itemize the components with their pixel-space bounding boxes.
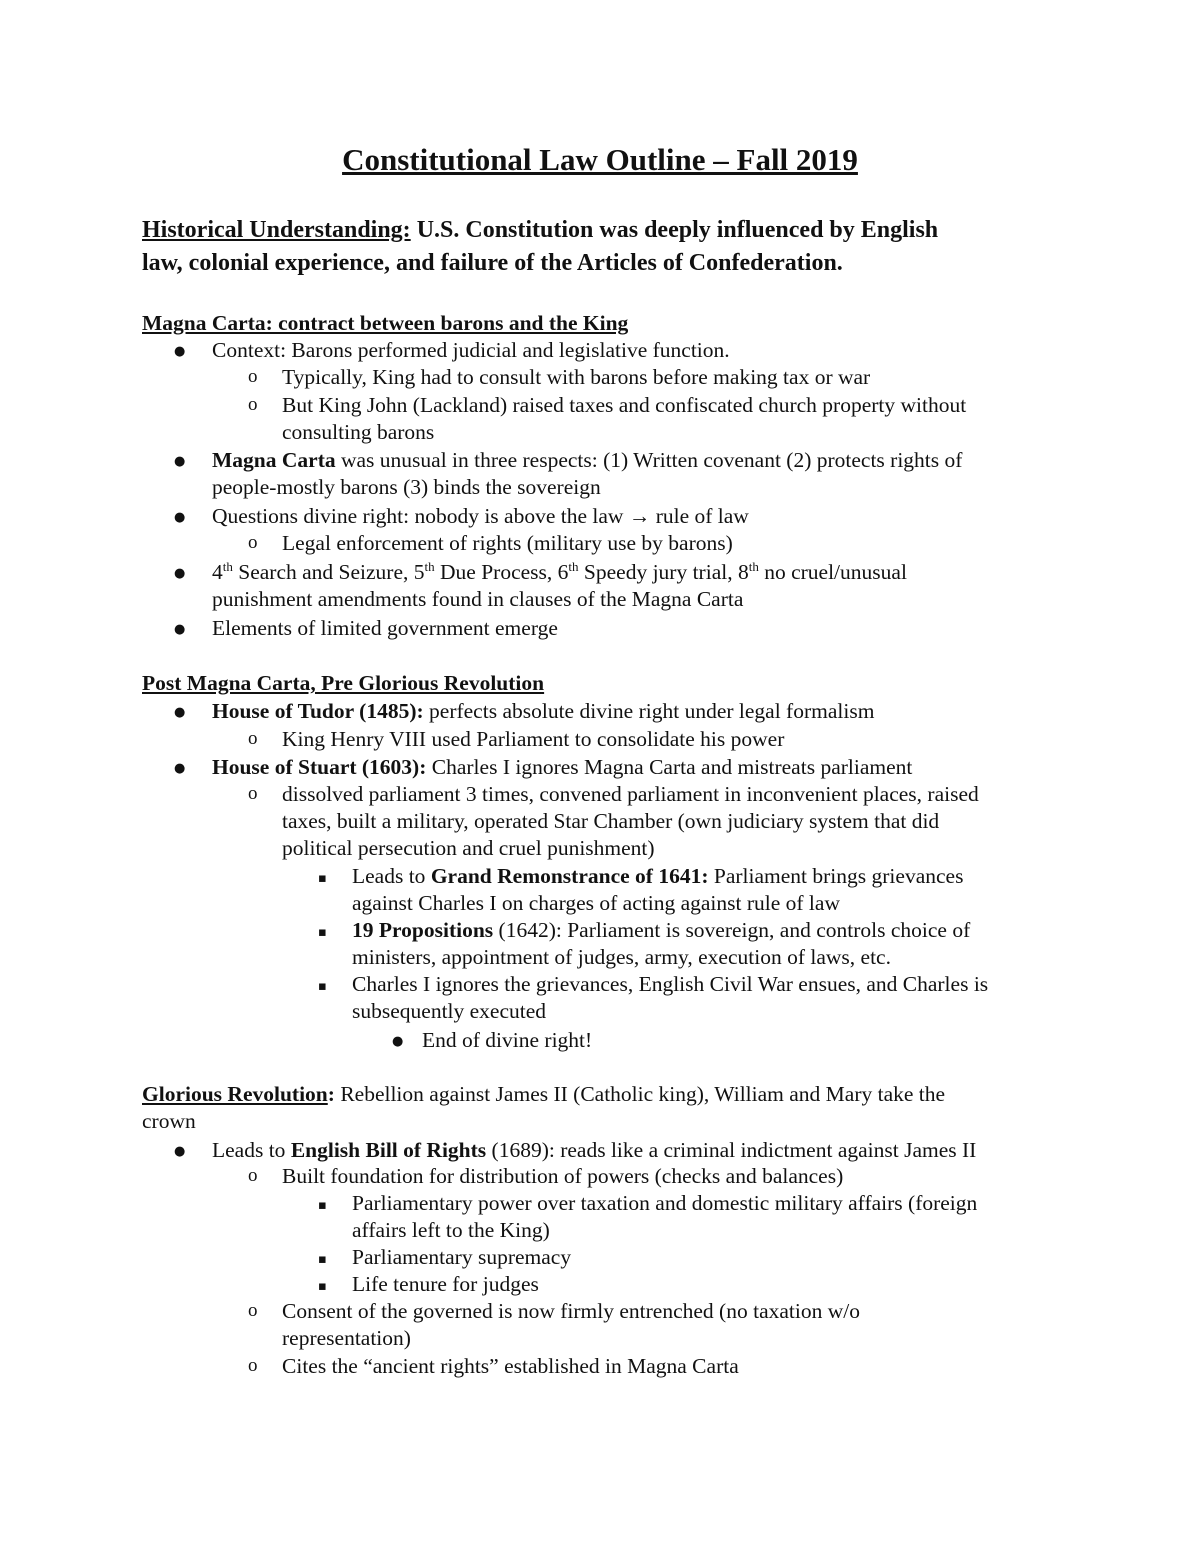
bullet-dot-icon: ● [174, 454, 186, 469]
arrow-right-icon: → [628, 504, 651, 528]
list-item: ▪ Parliamentary supremacy [352, 1244, 571, 1271]
bullet-circle-icon: o [248, 366, 258, 387]
list-item-continuation: people-mostly barons (3) binds the sovereign [212, 475, 601, 499]
list-item: ● House of Tudor (1485): perfects absolute divine right under legal formalism [212, 698, 874, 725]
list-item: ▪ Charles I ignores the grievances, English Civil War ensues, and Charles is [352, 971, 988, 998]
list-item-continuation: taxes, built a military, operated Star Chamber (own judiciary system that did [282, 809, 940, 833]
section-heading-glorious-revolution: Glorious Revolution [142, 1082, 328, 1106]
bullet-square-icon: ▪ [318, 1252, 327, 1267]
list-item: ● Questions divine right: nobody is above the law → rule of law [212, 503, 749, 530]
bullet-square-icon: ▪ [318, 1198, 327, 1213]
section-heading-post-magna-carta: Post Magna Carta, Pre Glorious Revolution [142, 671, 545, 695]
bullet-square-icon: ▪ [318, 979, 327, 994]
list-item: o King Henry VIII used Parliament to consolidate his power [248, 727, 785, 751]
list-item: o Consent of the governed is now firmly entrenched (no taxation w/o [248, 1299, 860, 1323]
bullet-dot-icon: ● [174, 761, 186, 776]
bullet-dot-icon: ● [174, 622, 186, 637]
bullet-circle-icon: o [248, 783, 258, 804]
bullet-circle-icon: o [248, 1355, 258, 1376]
bullet-circle-icon: o [248, 1300, 258, 1321]
list-item-continuation: affairs left to the King) [352, 1218, 550, 1242]
list-item: o Built foundation for distribution of powers (checks and balances) [248, 1164, 844, 1188]
list-item-continuation: political persecution and cruel punishment) [282, 836, 655, 860]
intro-label: Historical Understanding: [142, 217, 411, 243]
intro-line-2: law, colonial experience, and failure of the Articles of Confederation. [142, 250, 843, 276]
bullet-square-icon: ▪ [318, 1279, 327, 1294]
list-item: ● Leads to English Bill of Rights (1689): reads like a criminal indictment against James II [212, 1137, 976, 1164]
bullet-circle-icon: o [248, 394, 258, 415]
list-item-continuation: punishment amendments found in clauses of the Magna Carta [212, 587, 744, 611]
list-item-continuation: against Charles I on charges of acting against rule of law [352, 891, 840, 915]
list-item: ▪ Parliamentary power over taxation and domestic military affairs (foreign [352, 1190, 977, 1217]
list-item: o But King John (Lackland) raised taxes and confiscated church property without [248, 393, 967, 417]
bullet-square-icon: ▪ [318, 925, 327, 940]
list-item: ● 4th Search and Seizure, 5th Due Process, 6th Speedy jury trial, 8th no cruel/unusual [212, 559, 907, 586]
bullet-dot-icon: ● [174, 510, 186, 525]
bullet-circle-icon: o [248, 1165, 258, 1186]
document-title: Constitutional Law Outline – Fall 2019 [342, 142, 858, 177]
list-item: o Typically, King had to consult with barons before making tax or war [248, 365, 871, 389]
bullet-dot-icon: ● [392, 1034, 404, 1049]
list-item: o Cites the “ancient rights” established in Magna Carta [248, 1354, 739, 1378]
intro-text: U.S. Constitution was deeply influenced by English [410, 217, 939, 243]
list-item: ▪ Life tenure for judges [352, 1271, 539, 1298]
list-item: ● Elements of limited government emerge [212, 615, 558, 642]
section-glorious-revolution: Glorious Revolution: Rebellion against James II (Catholic king), William and Mary take the [142, 1082, 946, 1106]
bullet-dot-icon: ● [174, 344, 186, 359]
intro-line-1 [142, 214, 938, 246]
list-item: ● Magna Carta was unusual in three respects: (1) Written covenant (2) protects rights of [212, 447, 962, 474]
paragraph-continuation: crown [142, 1109, 196, 1133]
list-item-continuation: representation) [282, 1326, 411, 1350]
list-item: o dissolved parliament 3 times, convened parliament in inconvenient places, raised [248, 782, 979, 806]
list-item: o Legal enforcement of rights (military use by barons) [248, 531, 733, 555]
list-item: ▪ Leads to Grand Remonstrance of 1641: Parliament brings grievances [352, 863, 963, 890]
bullet-dot-icon: ● [174, 1144, 186, 1159]
bullet-dot-icon: ● [174, 705, 186, 720]
bullet-dot-icon: ● [174, 566, 186, 581]
list-item: ● House of Stuart (1603): Charles I ignores Magna Carta and mistreats parliament [212, 754, 912, 781]
section-heading-magna-carta: Magna Carta: contract between barons and the King [142, 311, 629, 335]
bullet-circle-icon: o [248, 728, 258, 749]
list-item: ▪ 19 Propositions (1642): Parliament is sovereign, and controls choice of [352, 917, 970, 944]
list-item: ● End of divine right! [422, 1027, 592, 1054]
list-item-continuation: ministers, appointment of judges, army, execution of laws, etc. [352, 945, 891, 969]
bullet-circle-icon: o [248, 532, 258, 553]
bullet-square-icon: ▪ [318, 871, 327, 886]
list-item: ● Context: Barons performed judicial and legislative function. [212, 337, 730, 364]
list-item-continuation: subsequently executed [352, 999, 547, 1023]
list-item-continuation: consulting barons [282, 420, 435, 444]
